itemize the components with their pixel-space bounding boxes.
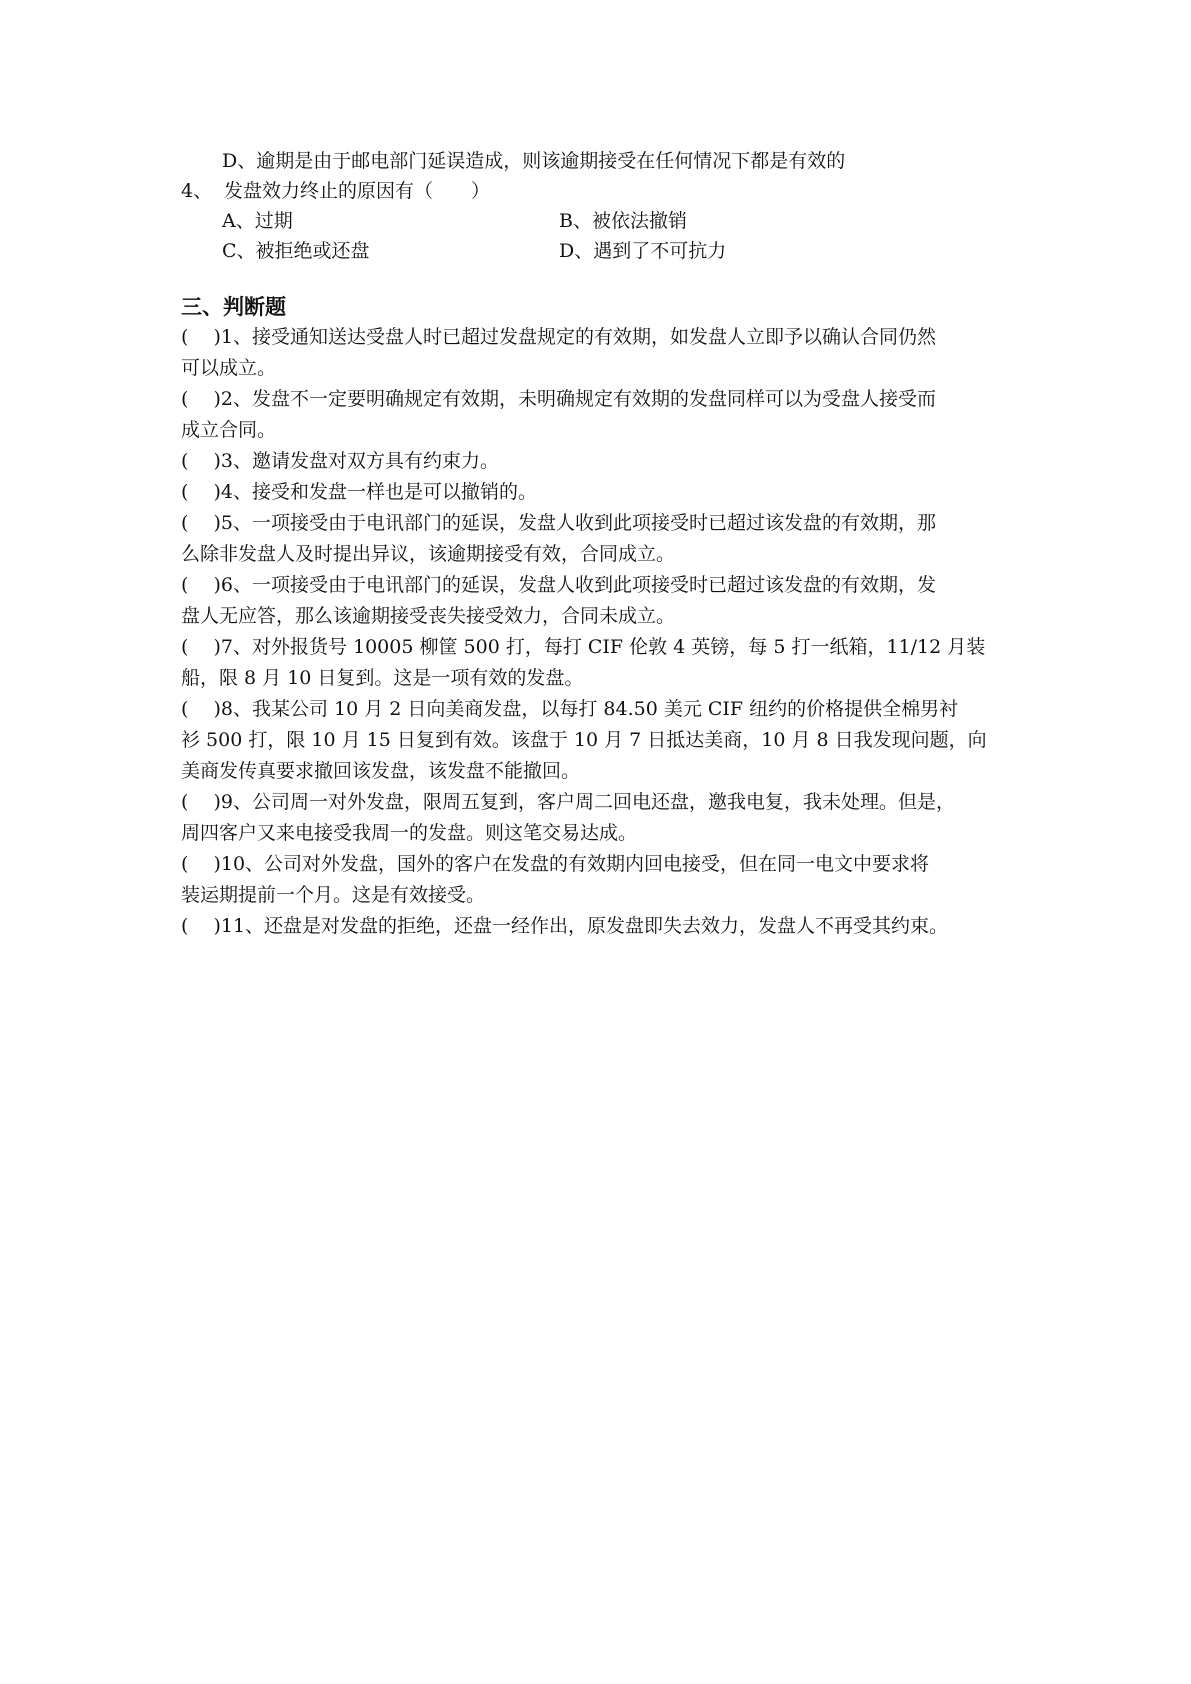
judgement-line: 盘人无应答，那么该逾期接受丧失接受效力，合同未成立。 (181, 605, 676, 627)
judgement-line: 装运期提前一个月。这是有效接受。 (181, 884, 486, 906)
judgement-line: 可以成立。 (181, 357, 277, 379)
judgement-line: ( )9、公司周一对外发盘，限周五复到，客户周二回电还盘，邀我电复，我未处理。但是， (181, 791, 955, 813)
section-title-judgement: 三、判断题 (181, 295, 286, 319)
judgement-line: 衫 500 打，限 10 月 15 日复到有效。该盘于 10 月 7 日抵达美商，10 月 8 日我发现问题，向 (181, 729, 987, 751)
judgement-line: 船，限 8 月 10 日复到。这是一项有效的发盘。 (181, 667, 584, 689)
judgement-line: ( )10、公司对外发盘，国外的客户在发盘的有效期内回电接受，但在同一电文中要求将 (181, 853, 930, 875)
judgement-line: ( )8、我某公司 10 月 2 日向美商发盘，以每打 84.50 美元 CIF 纽约的价格提供全棉男衬 (181, 698, 959, 720)
judgement-line: ( )1、接受通知送达受盘人时已超过发盘规定的有效期，如发盘人立即予以确认合同仍然 (181, 326, 936, 348)
judgement-line: 么除非发盘人及时提出异议，该逾期接受有效，合同成立。 (181, 543, 676, 565)
judgement-line: 成立合同。 (181, 419, 277, 441)
q4-question: 发盘效力终止的原因有（ ） (224, 180, 491, 202)
q3-option-d: D、逾期是由于邮电部门延误造成，则该逾期接受在任何情况下都是有效的 (222, 150, 846, 172)
q4-option-a: A、过期 (222, 210, 293, 232)
judgement-line: ( )4、接受和发盘一样也是可以撤销的。 (181, 481, 537, 503)
q4-number: 4、 (181, 180, 213, 202)
judgement-line: ( )2、发盘不一定要明确规定有效期，未明确规定有效期的发盘同样可以为受盘人接受而 (181, 388, 936, 410)
q4-option-c: C、被拒绝或还盘 (222, 240, 370, 262)
q4-option-b: B、被依法撤销 (559, 210, 687, 232)
judgement-line: 美商发传真要求撤回该发盘，该发盘不能撤回。 (181, 760, 581, 782)
q4-option-d: D、遇到了不可抗力 (559, 240, 727, 262)
judgement-line: 周四客户又来电接受我周一的发盘。则这笔交易达成。 (181, 822, 638, 844)
judgement-line: ( )11、还盘是对发盘的拒绝，还盘一经作出，原发盘即失去效力，发盘人不再受其约束。 (181, 915, 949, 937)
judgement-line: ( )3、邀请发盘对双方具有约束力。 (181, 450, 499, 472)
judgement-line: ( )6、一项接受由于电讯部门的延误，发盘人收到此项接受时已超过该发盘的有效期，发 (181, 574, 936, 596)
judgement-line: ( )5、一项接受由于电讯部门的延误，发盘人收到此项接受时已超过该发盘的有效期，那 (181, 512, 936, 534)
judgement-line: ( )7、对外报货号 10005 柳筐 500 打，每打 CIF 伦敦 4 英镑，每 5 打一纸箱，11/12 月装 (181, 636, 986, 658)
